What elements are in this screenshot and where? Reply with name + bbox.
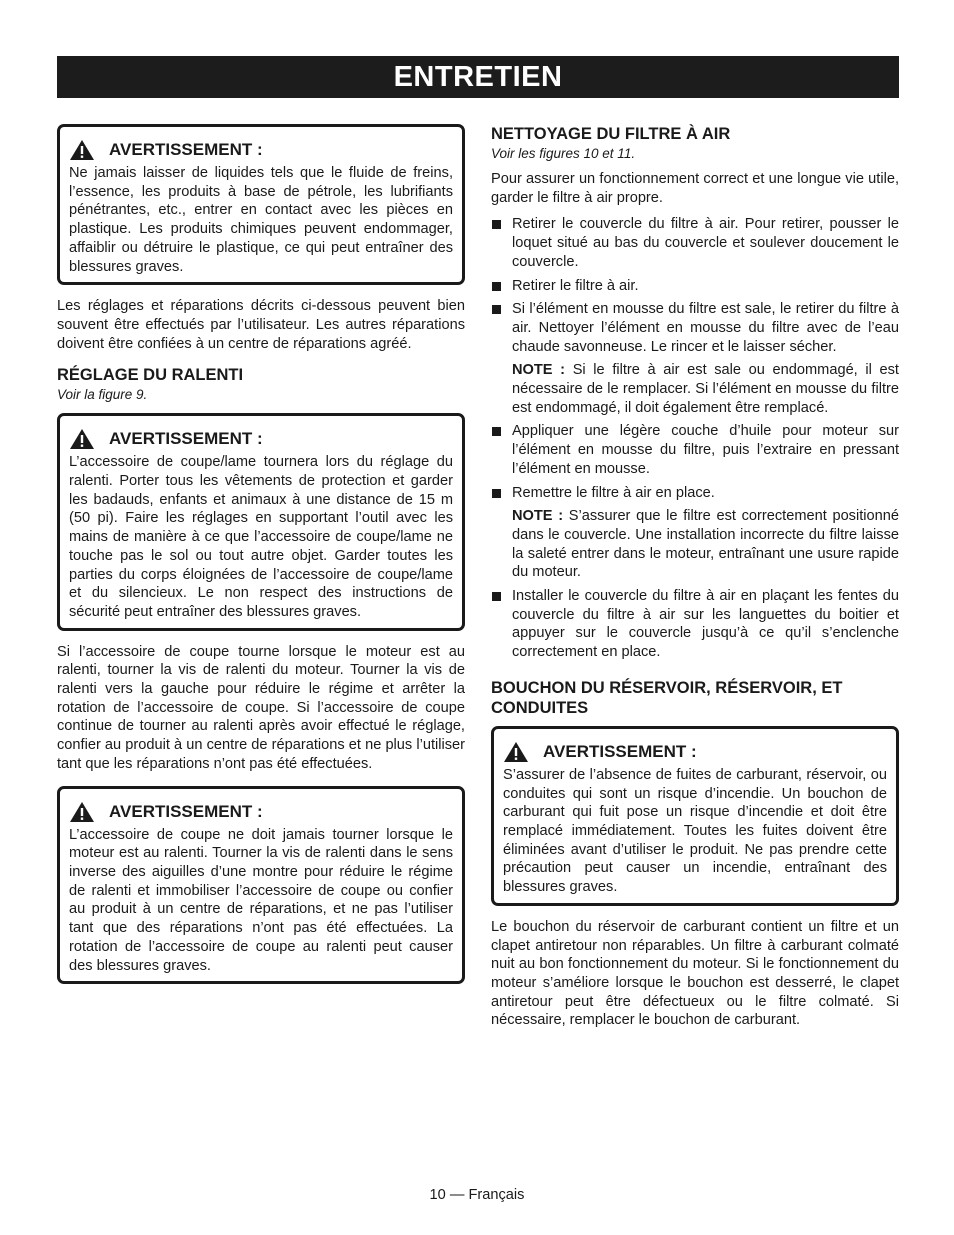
bullet-square-icon (492, 427, 501, 436)
figure-reference: Voir la figure 9. (57, 387, 148, 403)
note-filter-position (491, 507, 899, 582)
air-filter-steps (491, 587, 899, 662)
left-column (57, 124, 465, 996)
section-heading-air-filter: NETTOYAGE DU FILTRE À AIR (491, 125, 731, 143)
warning-box-fluids (57, 124, 465, 285)
warning-triangle-icon (69, 428, 95, 450)
warning-box-idle (57, 413, 465, 630)
section-heading-fuel: BOUCHON DU RÉSERVOIR, RÉSERVOIR, ET CONDUITES (491, 678, 843, 717)
section-heading-idle: RÉGLAGE DU RALENTI (57, 366, 244, 385)
warning-header (69, 801, 453, 823)
air-filter-steps (491, 215, 899, 356)
warning-title: AVERTISSEMENT : (109, 801, 263, 821)
warning-title: AVERTISSEMENT : (109, 140, 263, 159)
list-item-text: Si l’élément en mousse du filtre est sale, le retirer du filtre à air. Nettoyer l’élément en mousse du filtre avec de l’eau chaude savonneuse. Le rincer et le laisser sécher. (512, 301, 899, 355)
bullet-square-icon (492, 220, 501, 229)
right-column (491, 124, 899, 1042)
bullet-square-icon (492, 592, 501, 601)
bullet-square-icon (492, 282, 501, 291)
warning-text: L’accessoire de coupe/lame tournera lors du réglage du ralenti. Porter tous les vêtements de protection et garder les badauds, enfants et animaux à une distance de 15 m (50 pi). Faire les réglages en supportant l’outil avec les mains de manière à ce que l’accessoire de coupe/lame ne touche pas le sol ou tout autre objet. Garder toutes les parties du corps éloignées de l’accessoire de coupe/lame et du silencieux. Le non respect des instructions de sécurité peut entraîner des blessures graves. (69, 454, 453, 620)
warning-text: S’assurer de l’absence de fuites de carburant, réservoir, ou conduites qui sont un risque d’incendie. Un bouchon de carburant qui fuit pose un risque d’incendie et doit être remplacé immédiatement. Toutes les fuites doivent être éliminées avant d’utiliser le produit. Ne pas prendre cette précaution peut causer un incendie, entraînant des blessures graves. (503, 766, 887, 896)
list-item-text: Retirer le filtre à air. (512, 277, 639, 294)
warning-text: Ne jamais laisser de liquides tels que le fluide de freins, l’essence, les produits à base de pétrole, les lubrifiants pénétrantes, etc., entrer en contact avec les pièces en plastique. Les produits chimiques peuvent endommager, affaiblir ou détruire le plastique, ce qui peut entraîner des blessures graves. (69, 165, 453, 275)
warning-triangle-icon (69, 139, 95, 161)
warning-title: AVERTISSEMENT : (543, 741, 697, 761)
list-item (491, 300, 899, 356)
bullet-square-icon (492, 489, 501, 498)
list-item (491, 587, 899, 662)
warning-text: L’accessoire de coupe ne doit jamais tourner lorsque le moteur est au ralenti. Tourner la vis de ralenti dans le sens inverse des aiguilles d’une montre pour réduire le régime de ralenti et immobiliser l’accessoire de coupe ou confier au produit à un centre de réparations, et ne pas l’utiliser tant que des réparations n’ont pas été effectuées. La rotation de l’accessoire de coupe au ralenti peut causer des blessures graves. (69, 826, 453, 974)
warning-box-fuel (491, 726, 899, 906)
note-text: S’assurer que le filtre est correctement positionné dans le couvercle. Une installation incorrecte du filtre laisse la saleté entrer dans le moteur, entraînant une usure rapide du moteur. (512, 508, 899, 581)
air-filter-intro: Pour assurer un fonctionnement correct et une longue vie utile, garder le filtre à air propre. (491, 171, 899, 206)
list-item (491, 277, 899, 296)
page-footer: 10 — Français (429, 1187, 525, 1203)
list-item (491, 484, 899, 503)
bullet-square-icon (492, 305, 501, 314)
list-item (491, 215, 899, 271)
warning-title: AVERTISSEMENT : (109, 429, 263, 449)
fuel-paragraph: Le bouchon du réservoir de carburant contient un filtre et un clapet antiretour non réparables. Un filtre à carburant colmaté nuit au bon fonctionnement du moteur. Si le fonctionnement du moteur s’améliore lorsque le bouchon est desserré, le clapet antiretour peut être défectueux ou le filtre colmaté. Si nécessaire, remplacer le bouchon de carburant. (491, 918, 899, 1029)
note-label: NOTE : (512, 508, 564, 525)
figure-reference: Voir les figures 10 et 11. (491, 146, 636, 161)
warning-triangle-icon (503, 741, 529, 763)
note-label: NOTE : (512, 362, 566, 379)
note-filter-replace (491, 361, 899, 417)
air-filter-steps (491, 422, 899, 502)
warning-header (503, 741, 887, 763)
list-item-text: Appliquer une légère couche d’huile pour moteur sur l’élément en mousse du filtre, puis l’extraire en pressant l’élément en mousse. (512, 423, 899, 477)
warning-box-idle-rotation (57, 786, 465, 985)
list-item-text: Installer le couvercle du filtre à air en plaçant les fentes du couvercle du filtre à air sur les languettes du boitier et appuyer sur le couvercle jusqu’à ce qu’il s’enclenche correctement en place. (512, 588, 899, 661)
list-item-text: Retirer le couvercle du filtre à air. Pour retirer, pousser le loquet situé au bas du couvercle et soulever doucement le couvercle. (512, 216, 899, 270)
intro-paragraph: Les réglages et réparations décrits ci-dessous peuvent bien souvent être effectués par l’utilisateur. Les autres réparations doivent être confiées à un centre de réparations agréé. (57, 298, 465, 352)
page-title: ENTRETIEN (57, 56, 899, 98)
warning-header (69, 139, 453, 161)
warning-triangle-icon (69, 801, 95, 823)
warning-header (69, 428, 453, 450)
list-item-text: Remettre le filtre à air en place. (512, 484, 715, 501)
list-item (491, 422, 899, 478)
note-text: Si le filtre à air est sale ou endommagé, il est nécessaire de le remplacer. Si l’élément en mousse du filtre est endommagé, il doit également être remplacé. (512, 362, 899, 416)
idle-paragraph: Si l’accessoire de coupe tourne lorsque le moteur est au ralenti, tourner la vis de ralenti du moteur. Tourner la vis de ralenti vers la gauche pour réduire le régime et arrêter la rotation de l’accessoire de coupe. Si l’accessoire de coupe continue de tourner au ralenti après avoir effectué le réglage, confier au produit à un centre de réparations et ne plus l’utiliser tant que les réparations n’ont pas été effectuées. (57, 643, 465, 772)
